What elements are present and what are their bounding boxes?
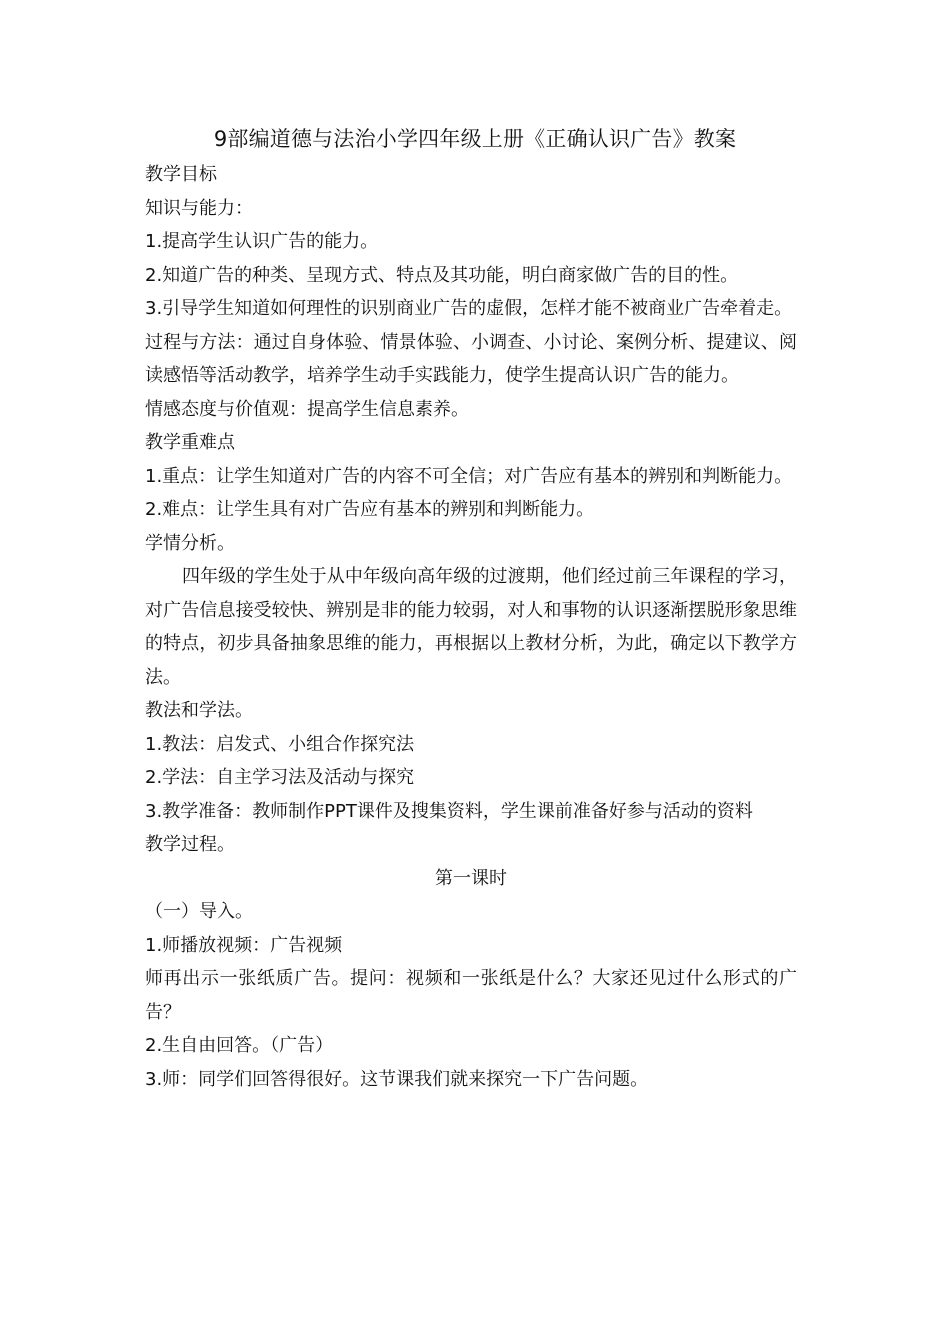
list-item: 2.生自由回答。（广告） <box>145 1035 334 1056</box>
section-heading-process: 教学过程。 <box>145 834 235 855</box>
paragraph-teacher-question: 师再出示一张纸质广告。提问：视频和一张纸是什么？大家还见过什么形式的广告？ <box>145 968 797 1023</box>
list-item: 1.教法：启发式、小组合作探究法 <box>145 733 415 755</box>
list-item: 1.师播放视频：广告视频 <box>145 934 343 956</box>
list-item: 3.师：同学们回答得很好。这节课我们就来探究一下广告问题。 <box>145 1068 649 1090</box>
subheading-knowledge: 知识与能力： <box>145 197 253 219</box>
paragraph-process-method: 过程与方法：通过自身体验、情景体验、小调查、小讨论、案例分析、提建议、阅读感悟等活动教学，培养学生动手实践能力，使学生提高认识广告的能力。 <box>145 331 797 386</box>
list-item: 2.学法：自主学习法及活动与探究 <box>145 767 415 788</box>
list-item: 1.提高学生认识广告的能力。 <box>145 231 379 252</box>
document-body <box>145 158 797 1096</box>
paragraph-attitude: 情感态度与价值观：提高学生信息素养。 <box>145 398 469 420</box>
list-item: 1.重点：让学生知道对广告的内容不可全信；对广告应有基本的辨别和判断能力。 <box>145 465 793 487</box>
lesson-heading: 第一课时 <box>435 867 507 889</box>
section-heading-objectives: 教学目标 <box>145 164 217 185</box>
subheading-intro: （一）导入。 <box>145 901 253 922</box>
list-item: 2.难点：让学生具有对广告应有基本的辨别和判断能力。 <box>145 499 595 520</box>
section-heading-key-points: 教学重难点 <box>145 432 235 453</box>
list-item: 3.教学准备：教师制作PPT课件及搜集资料，学生课前准备好参与活动的资料 <box>145 800 753 822</box>
list-item: 2.知道广告的种类、呈现方式、特点及其功能，明白商家做广告的目的性。 <box>145 264 739 286</box>
paragraph-analysis: 四年级的学生处于从中年级向高年级的过渡期，他们经过前三年课程的学习，对广告信息接受较快、辨别是非的能力较弱，对人和事物的认识逐渐摆脱形象思维的特点，初步具备抽象思维的能力，再根据以上教材分析，为此，确定以下教学方法。 <box>145 566 797 688</box>
section-heading-methods: 教法和学法。 <box>145 700 253 721</box>
section-heading-analysis: 学情分析。 <box>145 532 235 554</box>
document-title: 9部编道德与法治小学四年级上册《正确认识广告》教案 <box>213 127 737 151</box>
list-item: 3.引导学生知道如何理性的识别商业广告的虚假，怎样才能不被商业广告牵着走。 <box>145 298 793 319</box>
